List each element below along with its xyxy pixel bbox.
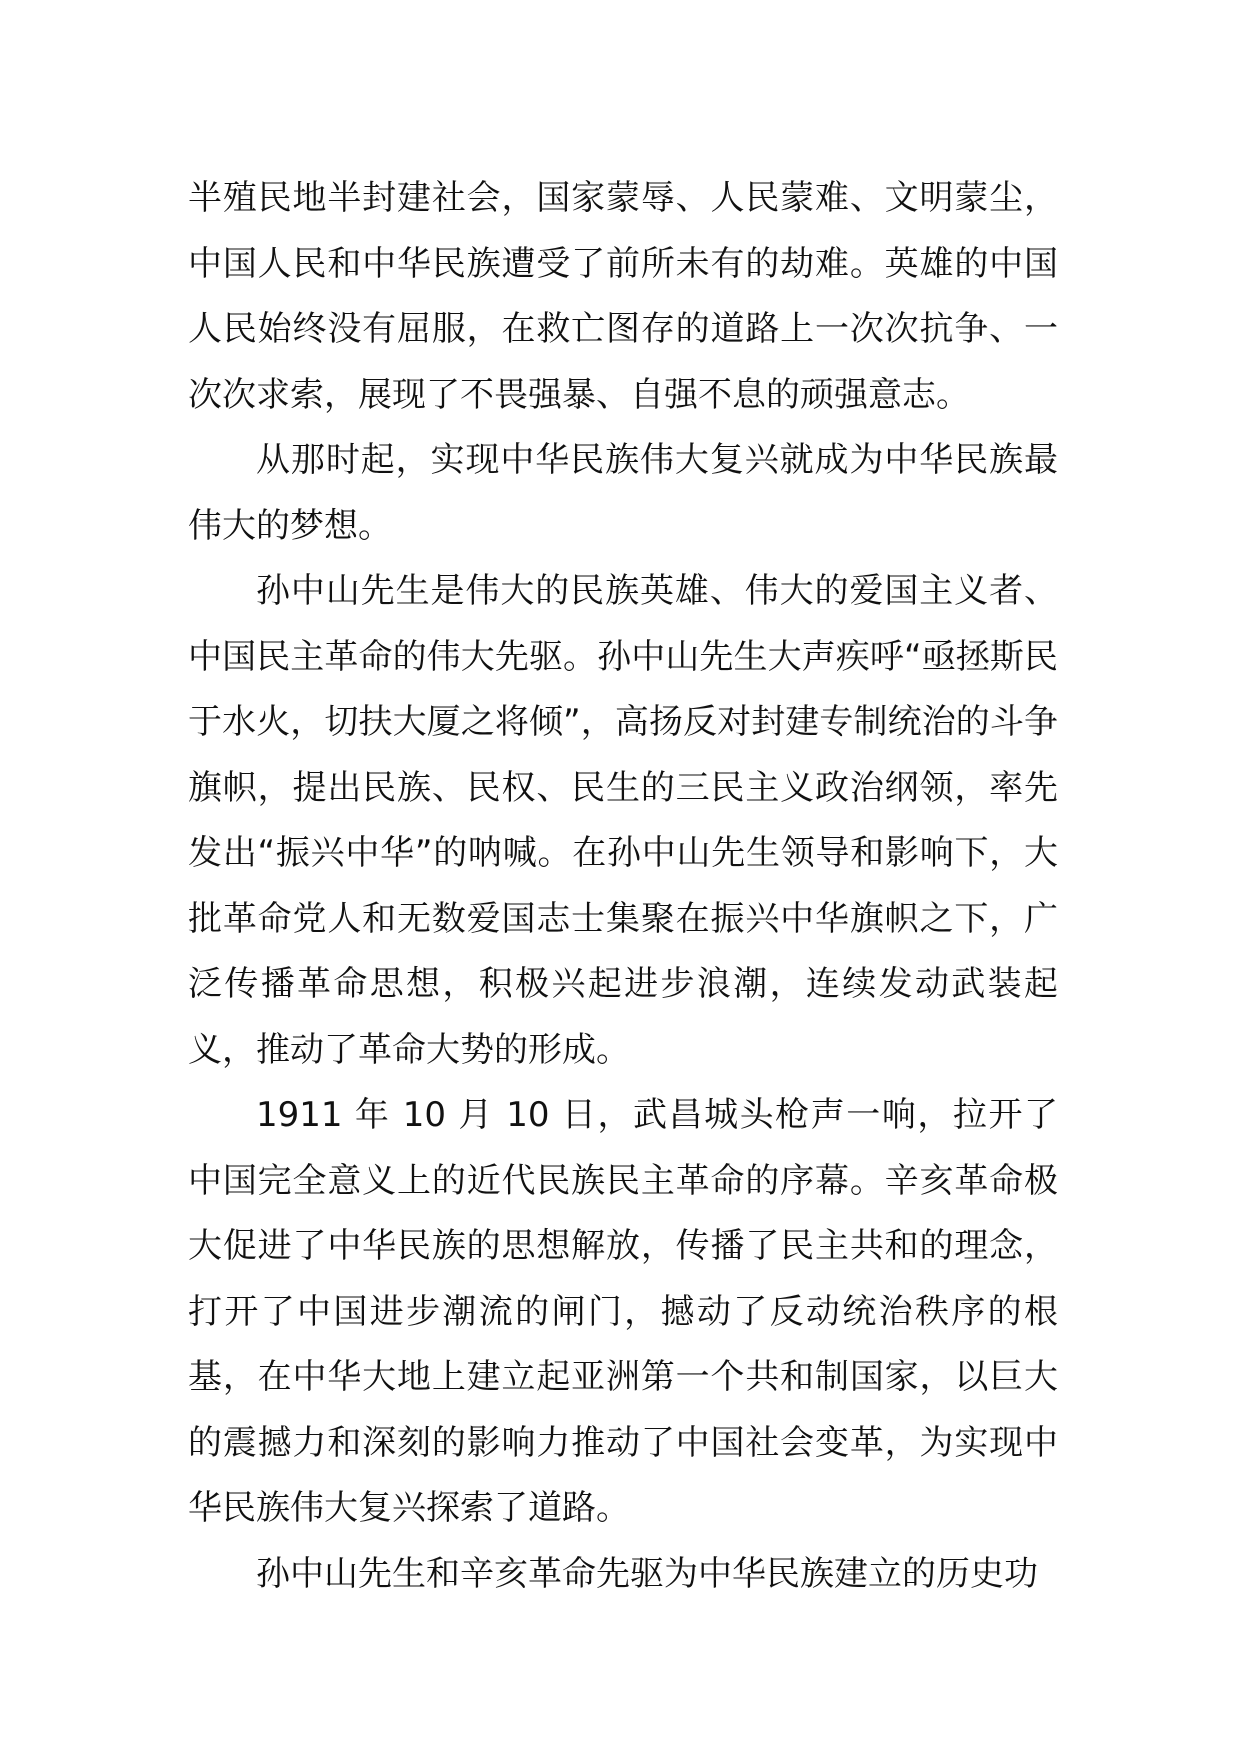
paragraph-2: 从那时起，实现中华民族伟大复兴就成为中华民族最伟大的梦想。 bbox=[188, 440, 1058, 546]
paragraph-4: 1911 年 10 月 10 日，武昌城头枪声一响，拉开了中国完全意义上的近代民族民主革命的序幕。辛亥革命极大促进了中华民族的思想解放，传播了民主共和的理念，打开了中国进步潮流的闸门，撼动了反动统治秩序的根基，在中华大地上建立起亚洲第一个共和制国家，以巨大的震撼力和深刻的影响力推动了中国社会变革，为实现中华民族伟大复兴探索了道路。 bbox=[188, 1095, 1058, 1528]
paragraph-5: 孙中山先生和辛亥革命先驱为中华民族建立的历史功 bbox=[256, 1553, 1038, 1594]
paragraph-3: 孙中山先生是伟大的民族英雄、伟大的爱国主义者、中国民主革命的伟大先驱。孙中山先生大声疾呼“亟拯斯民于水火，切扶大厦之将倾”，高扬反对封建专制统治的斗争旗帜，提出民族、民权、民生的三民主义政治纲领，率先发出“振兴中华”的呐喊。在孙中山先生领导和影响下，大批革命党人和无数爱国志士集聚在振兴中华旗帜之下，广泛传播革命思想，积极兴起进步浪潮，连续发动武装起义，推动了革命大势的形成。 bbox=[188, 571, 1058, 1070]
document-body bbox=[188, 166, 1058, 1607]
paragraph-1: 半殖民地半封建社会，国家蒙辱、人民蒙难、文明蒙尘，中国人民和中华民族遭受了前所未有的劫难。英雄的中国人民始终没有屈服，在救亡图存的道路上一次次抗争、一次次求索，展现了不畏强暴、自强不息的顽强意志。 bbox=[188, 178, 1058, 415]
